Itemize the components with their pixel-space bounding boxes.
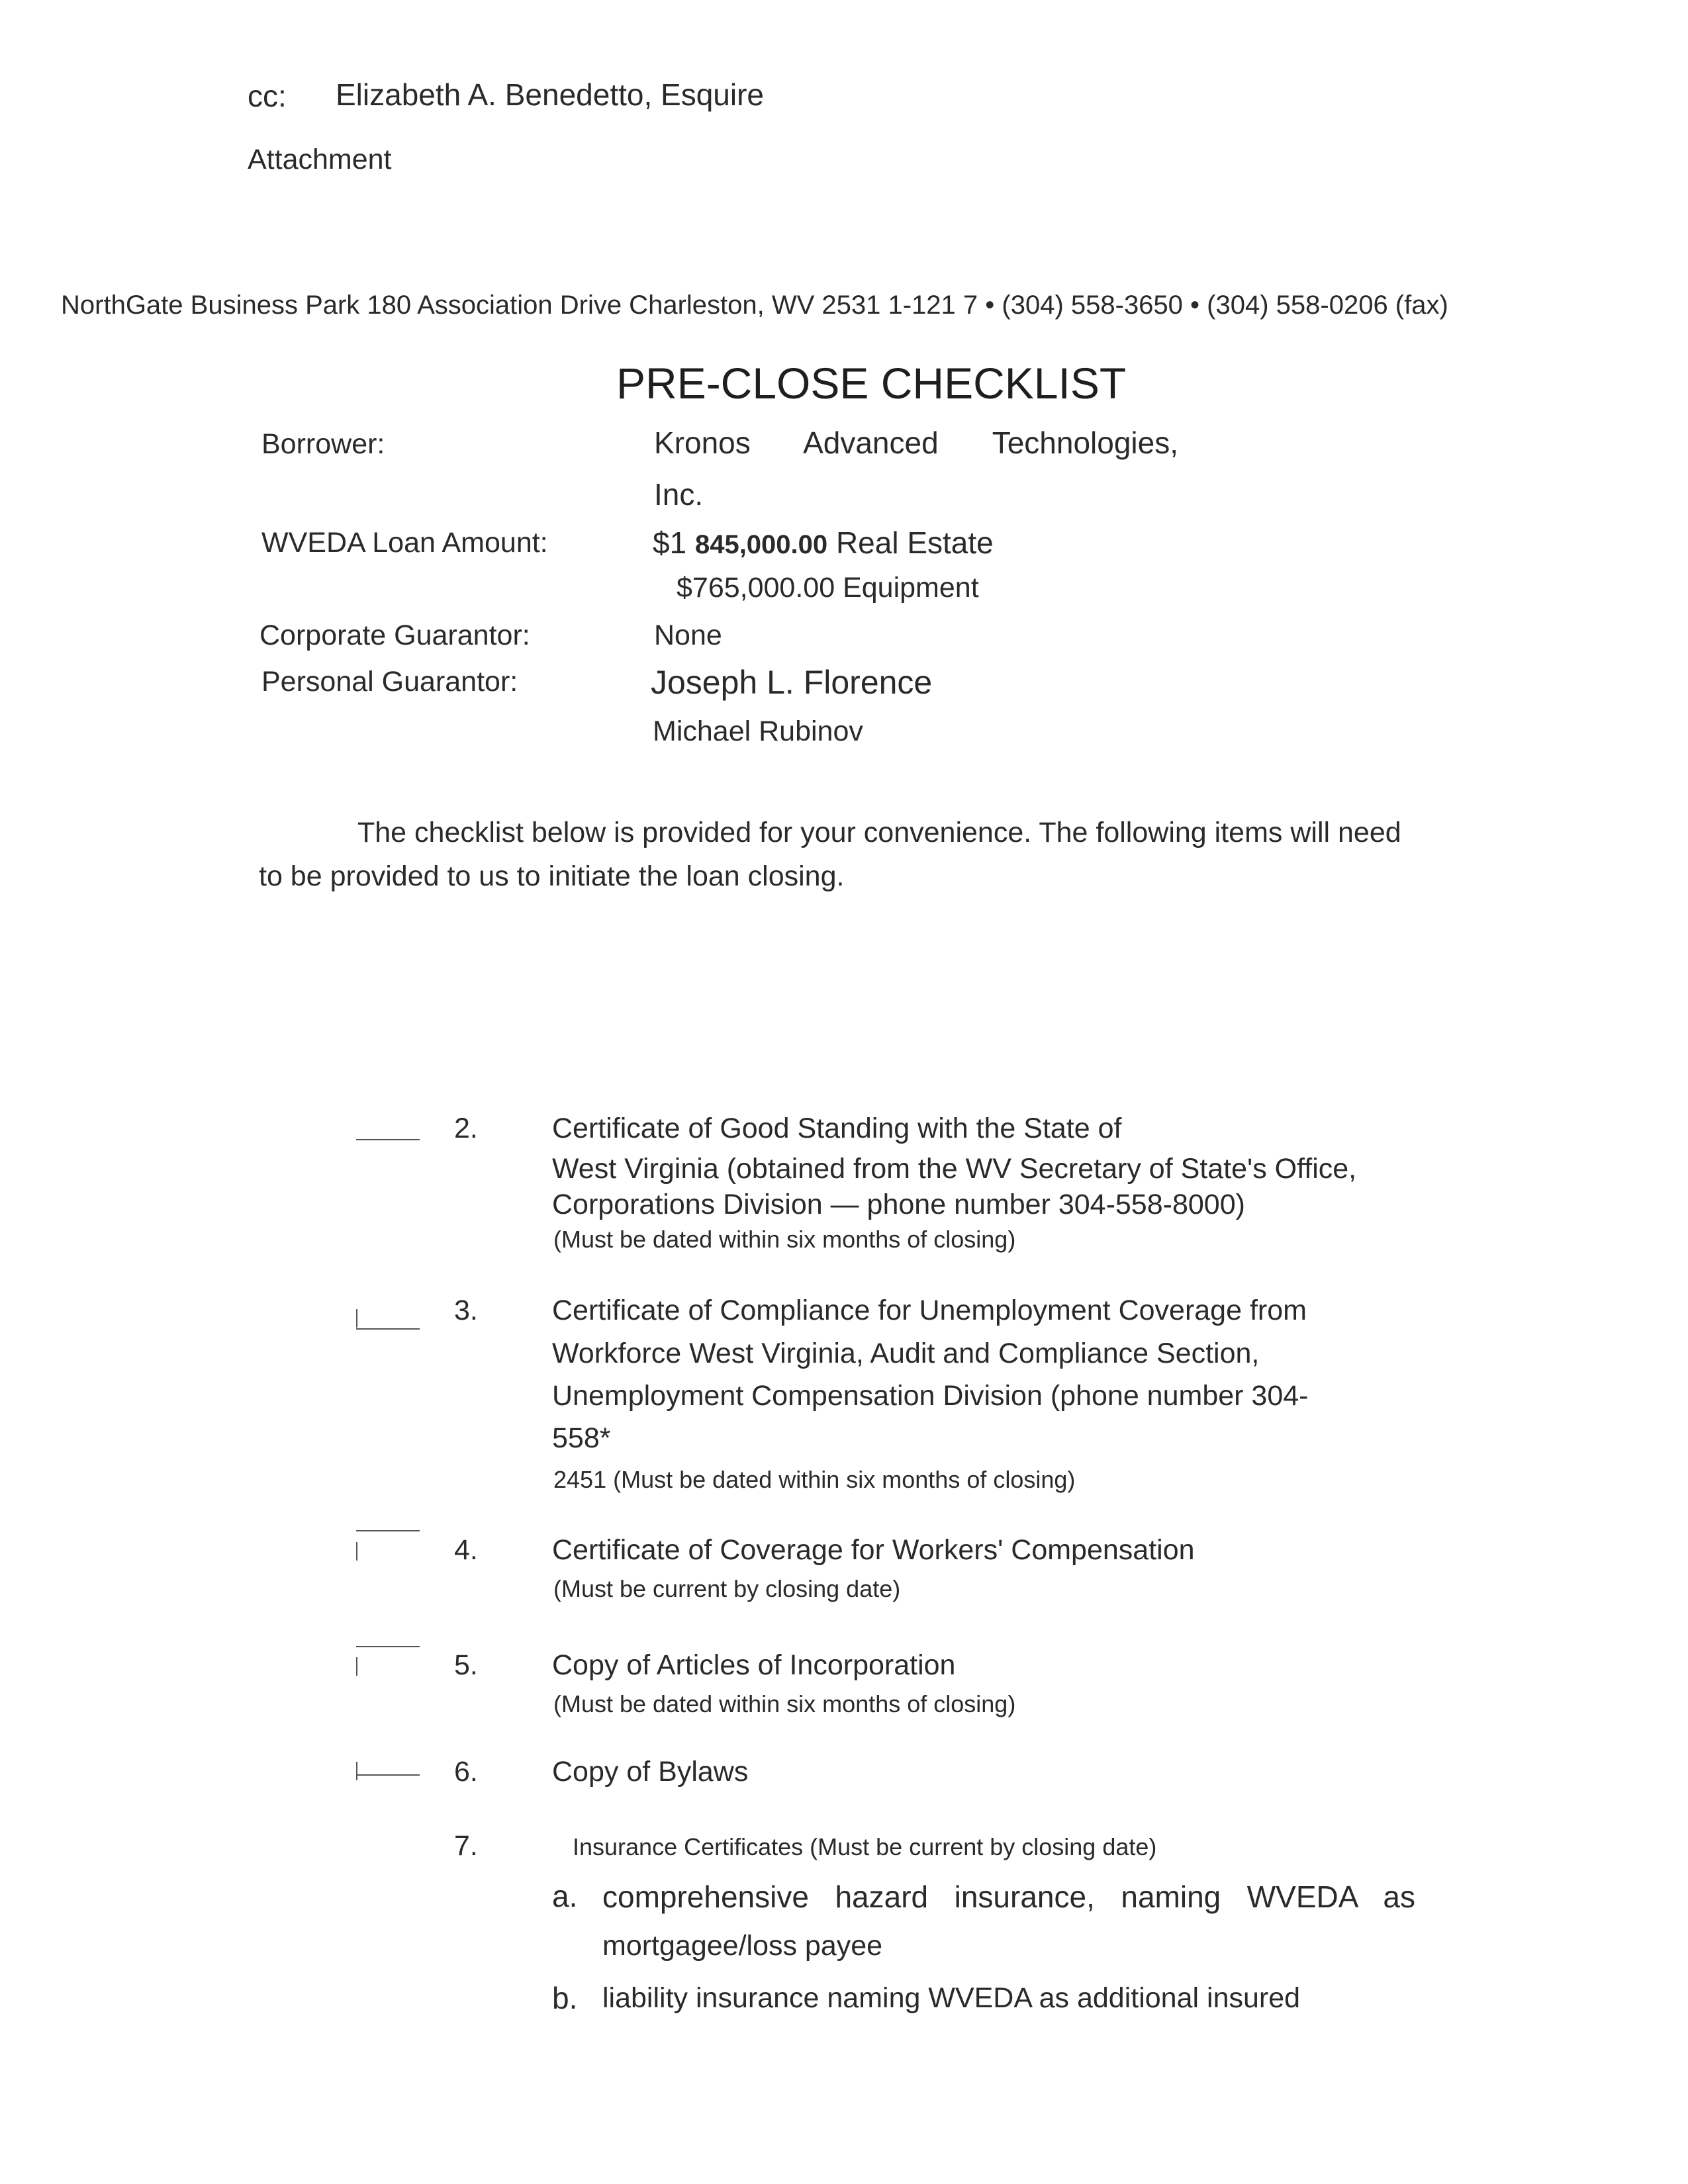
- item-5-note: (Must be dated within six months of closing): [553, 1690, 1016, 1717]
- item-4-check-line[interactable]: [356, 1530, 420, 1531]
- loan-amount-real-estate: [653, 527, 994, 558]
- item-3-check-line[interactable]: [356, 1328, 420, 1330]
- item-6-check-line[interactable]: [356, 1774, 420, 1776]
- item-4-check-mark: [356, 1542, 357, 1561]
- item-7-number: 7.: [454, 1830, 478, 1862]
- item-4-line1: Certificate of Coverage for Workers' Compensation: [552, 1534, 1195, 1566]
- personal-guarantor-value2: Michael Rubinov: [653, 715, 863, 747]
- item-7b-label: b.: [552, 1981, 578, 2015]
- item-4-note: (Must be current by closing date): [553, 1575, 901, 1602]
- item-6-line1: Copy of Bylaws: [552, 1756, 749, 1788]
- item-3-line1: Certificate of Compliance for Unemployment Coverage from: [552, 1295, 1307, 1326]
- item-2-note: (Must be dated within six months of closing): [553, 1226, 1016, 1253]
- cc-label: cc:: [248, 79, 287, 113]
- item-5-number: 5.: [454, 1649, 478, 1681]
- item-3-line4: 558*: [552, 1422, 611, 1454]
- borrower-value-line2: Inc.: [654, 477, 704, 512]
- intro-line1: The checklist below is provided for your convenience. The following items will need: [357, 817, 1401, 848]
- item-5-check-line[interactable]: [356, 1646, 420, 1647]
- address-line: NorthGate Business Park 180 Association Drive Charleston, WV 2531 1-121 7 • (304) 558-3650 • (304) 558-0206 (fax): [61, 291, 1448, 320]
- item-3-note: 2451 (Must be dated within six months of closing): [553, 1466, 1076, 1493]
- item-7b-line1: liability insurance naming WVEDA as additional insured: [602, 1982, 1301, 2014]
- loan-amount-equipment: $765,000.00 Equipment: [677, 572, 979, 604]
- item-3-line3: Unemployment Compensation Division (phone number 304-: [552, 1380, 1309, 1412]
- item-7-line1: Insurance Certificates (Must be current by closing date): [573, 1833, 1157, 1860]
- item-5-check-mark: [356, 1657, 357, 1676]
- loan-amount-label: WVEDA Loan Amount:: [261, 527, 548, 559]
- item-2-number: 2.: [454, 1113, 478, 1144]
- item-4-number: 4.: [454, 1534, 478, 1566]
- cc-name: Elizabeth A. Benedetto, Esquire: [336, 77, 764, 112]
- loan-amount-suffix: Real Estate: [835, 525, 994, 560]
- attachment-label: Attachment: [248, 144, 392, 175]
- borrower-label: Borrower:: [261, 428, 385, 460]
- item-3-number: 3.: [454, 1295, 478, 1326]
- item-3-check-mark: [356, 1309, 357, 1328]
- item-7a-label: a.: [552, 1879, 578, 1913]
- page-title: PRE-CLOSE CHECKLIST: [616, 359, 1127, 408]
- borrower-value-line1: Kronos Advanced Technologies,: [654, 426, 1178, 460]
- intro-line2: to be provided to us to initiate the loan closing.: [259, 860, 845, 892]
- item-3-line2: Workforce West Virginia, Audit and Compliance Section,: [552, 1338, 1260, 1369]
- loan-amount-prefix: $1: [653, 525, 687, 560]
- item-7a-line2: mortgagee/loss payee: [602, 1930, 883, 1962]
- item-2-check-line[interactable]: [356, 1139, 420, 1140]
- item-6-number: 6.: [454, 1756, 478, 1788]
- personal-guarantor-label: Personal Guarantor:: [261, 666, 518, 698]
- corporate-guarantor-value: None: [654, 619, 722, 651]
- item-7a-line1: comprehensive hazard insurance, naming WVEDA as: [602, 1880, 1415, 1914]
- item-2-line2: West Virginia (obtained from the WV Secretary of State's Office,: [552, 1153, 1357, 1185]
- corporate-guarantor-label: Corporate Guarantor:: [259, 619, 530, 651]
- item-2-line1: Certificate of Good Standing with the State of: [552, 1113, 1122, 1144]
- item-6-check-mark: [356, 1762, 357, 1780]
- item-2-line3: Corporations Division — phone number 304-558-8000): [552, 1189, 1245, 1220]
- item-5-line1: Copy of Articles of Incorporation: [552, 1649, 956, 1681]
- loan-amount-bold: 845,000.00: [694, 530, 828, 559]
- personal-guarantor-value1: Joseph L. Florence: [651, 664, 933, 701]
